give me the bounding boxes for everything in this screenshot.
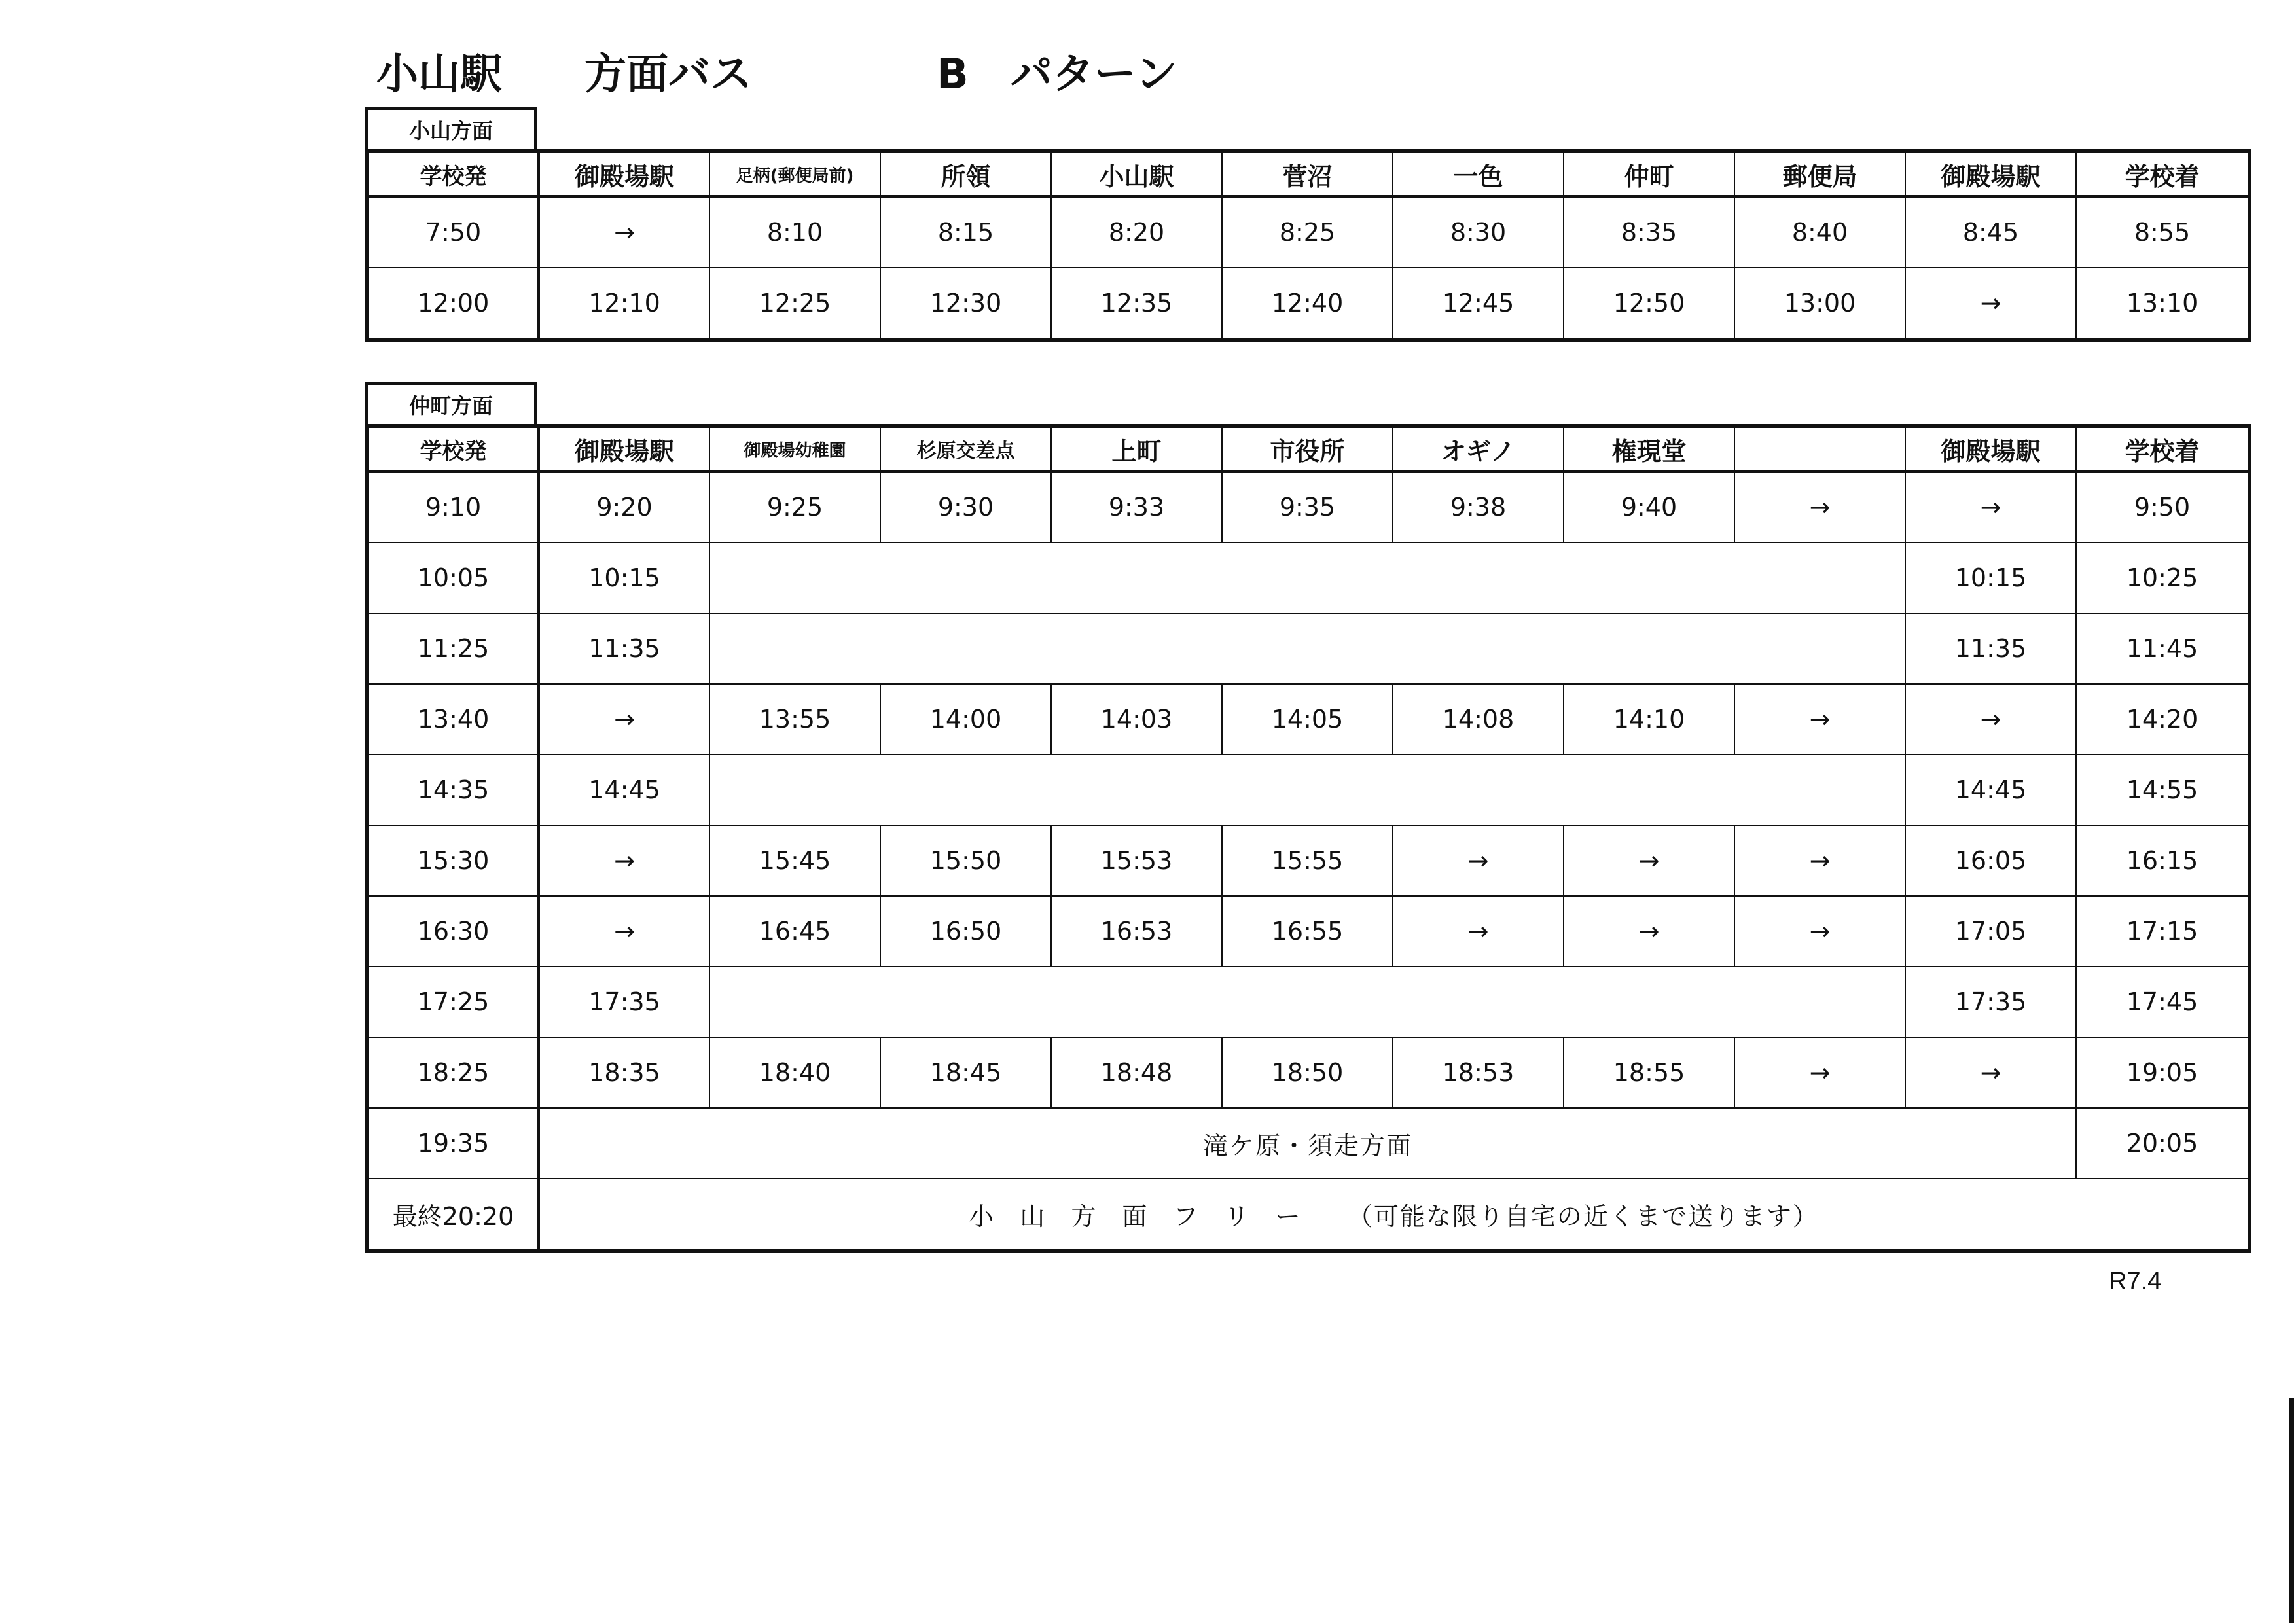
- scan-edge-mark: [2289, 1398, 2294, 1623]
- nakamachi-tab: 仲町方面: [365, 382, 537, 424]
- time-cell: 9:10: [367, 471, 539, 543]
- time-cell: 10:25: [2076, 543, 2250, 613]
- time-cell: 17:35: [1905, 967, 2076, 1037]
- header-cell: 学校発: [367, 151, 539, 196]
- time-cell: 11:25: [367, 613, 539, 684]
- time-cell: →: [1734, 896, 1905, 967]
- time-cell: 18:45: [880, 1037, 1051, 1108]
- time-cell: 17:05: [1905, 896, 2076, 967]
- time-cell: 8:20: [1051, 196, 1222, 268]
- merged-blank-cell: [709, 967, 1905, 1037]
- time-cell: 9:30: [880, 471, 1051, 543]
- time-cell: 18:35: [539, 1037, 709, 1108]
- time-cell: →: [1734, 1037, 1905, 1108]
- header-cell: 所領: [880, 151, 1051, 196]
- time-cell: 19:05: [2076, 1037, 2250, 1108]
- free-area-detail: （可能な限り自宅の近くまで送ります）: [1347, 1202, 1819, 1231]
- time-cell: 18:50: [1222, 1037, 1393, 1108]
- last-bus-time: 最終20:20: [367, 1179, 539, 1251]
- header-cell: 菅沼: [1222, 151, 1393, 196]
- merged-blank-cell: [709, 755, 1905, 825]
- table-row: [367, 825, 2250, 896]
- nakamachi-header-row: [367, 426, 2250, 471]
- header-cell: 御殿場駅: [1905, 151, 2076, 196]
- header-cell: オギノ: [1393, 426, 1564, 471]
- time-cell: 8:25: [1222, 196, 1393, 268]
- time-cell: →: [1734, 471, 1905, 543]
- header-cell: 御殿場幼稚園: [709, 426, 880, 471]
- time-cell: 10:05: [367, 543, 539, 613]
- table-row: [367, 543, 2250, 613]
- time-cell: 9:38: [1393, 471, 1564, 543]
- time-cell: 15:55: [1222, 825, 1393, 896]
- time-cell: 11:45: [2076, 613, 2250, 684]
- time-cell: →: [539, 825, 709, 896]
- time-cell: 14:45: [539, 755, 709, 825]
- time-cell: 16:45: [709, 896, 880, 967]
- time-cell: 12:35: [1051, 268, 1222, 340]
- header-cell: 学校着: [2076, 426, 2250, 471]
- header-cell: 足柄(郵便局前): [709, 151, 880, 196]
- time-cell: 14:20: [2076, 684, 2250, 755]
- time-cell: 17:45: [2076, 967, 2250, 1037]
- time-cell: 8:10: [709, 196, 880, 268]
- time-cell: 18:25: [367, 1037, 539, 1108]
- time-cell: 15:45: [709, 825, 880, 896]
- time-cell: 18:40: [709, 1037, 880, 1108]
- time-cell: 14:10: [1564, 684, 1734, 755]
- time-cell: 8:15: [880, 196, 1051, 268]
- header-cell: 上町: [1051, 426, 1222, 471]
- time-cell: 10:15: [1905, 543, 2076, 613]
- oyama-tab: 小山方面: [365, 107, 537, 149]
- table-row: [367, 613, 2250, 684]
- time-cell: →: [1734, 684, 1905, 755]
- route-note: 滝ケ原・須走方面: [539, 1108, 2076, 1179]
- time-cell: 9:20: [539, 471, 709, 543]
- time-cell: 12:10: [539, 268, 709, 340]
- header-cell: 学校発: [367, 426, 539, 471]
- table-row: [367, 684, 2250, 755]
- time-cell: 13:40: [367, 684, 539, 755]
- time-cell: 17:15: [2076, 896, 2250, 967]
- time-cell: 13:10: [2076, 268, 2250, 340]
- table-row: [367, 196, 2250, 268]
- time-cell: →: [539, 196, 709, 268]
- time-cell: 8:45: [1905, 196, 2076, 268]
- time-cell: 16:50: [880, 896, 1051, 967]
- time-cell: 16:53: [1051, 896, 1222, 967]
- time-cell: 17:35: [539, 967, 709, 1037]
- time-cell: 15:30: [367, 825, 539, 896]
- header-cell: 権現堂: [1564, 426, 1734, 471]
- header-cell: 杉原交差点: [880, 426, 1051, 471]
- merged-blank-cell: [709, 613, 1905, 684]
- time-cell: →: [1734, 825, 1905, 896]
- time-cell: →: [1393, 896, 1564, 967]
- time-cell: 15:53: [1051, 825, 1222, 896]
- time-cell: 8:35: [1564, 196, 1734, 268]
- time-cell: 8:40: [1734, 196, 1905, 268]
- time-cell: →: [1564, 825, 1734, 896]
- last-bus-note: [539, 1179, 2250, 1251]
- header-cell: 仲町: [1564, 151, 1734, 196]
- time-cell: →: [539, 896, 709, 967]
- header-cell: 小山駅: [1051, 151, 1222, 196]
- time-cell: →: [539, 684, 709, 755]
- table-row: [367, 755, 2250, 825]
- time-cell: 12:50: [1564, 268, 1734, 340]
- time-cell: →: [1905, 1037, 2076, 1108]
- free-area-label: 小 山 方 面 フ リ ー: [969, 1202, 1310, 1231]
- time-cell: →: [1905, 471, 2076, 543]
- time-cell: 12:45: [1393, 268, 1564, 340]
- time-cell: 16:15: [2076, 825, 2250, 896]
- time-cell: 9:35: [1222, 471, 1393, 543]
- merged-blank-cell: [709, 543, 1905, 613]
- time-cell: →: [1393, 825, 1564, 896]
- table-row: [367, 896, 2250, 967]
- header-cell: 御殿場駅: [539, 151, 709, 196]
- table-row: [367, 268, 2250, 340]
- time-cell: 14:03: [1051, 684, 1222, 755]
- time-cell: 10:15: [539, 543, 709, 613]
- time-cell: 11:35: [539, 613, 709, 684]
- last-bus-row: [367, 1179, 2250, 1251]
- time-cell: 9:50: [2076, 471, 2250, 543]
- revision-label: R7.4: [2109, 1268, 2162, 1295]
- time-cell: 18:53: [1393, 1037, 1564, 1108]
- table-row: [367, 1037, 2250, 1108]
- time-cell: 17:25: [367, 967, 539, 1037]
- time-cell: 8:55: [2076, 196, 2250, 268]
- time-cell: 16:30: [367, 896, 539, 967]
- oyama-timetable: [365, 149, 2251, 342]
- time-cell: 13:55: [709, 684, 880, 755]
- title-pattern: B パターン: [937, 50, 1177, 99]
- table-row: [367, 967, 2250, 1037]
- time-cell: 9:33: [1051, 471, 1222, 543]
- time-cell: 16:55: [1222, 896, 1393, 967]
- time-cell: 12:25: [709, 268, 880, 340]
- header-cell: 学校着: [2076, 151, 2250, 196]
- time-cell: 14:45: [1905, 755, 2076, 825]
- time-cell: →: [1564, 896, 1734, 967]
- header-cell: 御殿場駅: [1905, 426, 2076, 471]
- header-cell: 御殿場駅: [539, 426, 709, 471]
- time-cell: 18:55: [1564, 1037, 1734, 1108]
- time-cell: 12:00: [367, 268, 539, 340]
- time-cell: 18:48: [1051, 1037, 1222, 1108]
- time-cell: 19:35: [367, 1108, 539, 1179]
- header-cell: 郵便局: [1734, 151, 1905, 196]
- time-cell: 11:35: [1905, 613, 2076, 684]
- time-cell: 16:05: [1905, 825, 2076, 896]
- route-row: [367, 1108, 2250, 1179]
- time-cell: 14:08: [1393, 684, 1564, 755]
- time-cell: 13:00: [1734, 268, 1905, 340]
- time-cell: 9:40: [1564, 471, 1734, 543]
- header-cell: 一色: [1393, 151, 1564, 196]
- time-cell: 14:35: [367, 755, 539, 825]
- header-cell: 市役所: [1222, 426, 1393, 471]
- time-cell: 9:25: [709, 471, 880, 543]
- time-cell: 12:30: [880, 268, 1051, 340]
- time-cell: →: [1905, 684, 2076, 755]
- time-cell: 8:30: [1393, 196, 1564, 268]
- time-cell: 14:05: [1222, 684, 1393, 755]
- time-cell: 12:40: [1222, 268, 1393, 340]
- header-cell-blank: [1734, 426, 1905, 471]
- time-cell: →: [1905, 268, 2076, 340]
- time-cell: 20:05: [2076, 1108, 2250, 1179]
- time-cell: 14:00: [880, 684, 1051, 755]
- table-row: [367, 471, 2250, 543]
- title-station: 小山駅: [376, 50, 502, 99]
- time-cell: 14:55: [2076, 755, 2250, 825]
- nakamachi-timetable: [365, 424, 2251, 1253]
- oyama-header-row: [367, 151, 2250, 196]
- time-cell: 7:50: [367, 196, 539, 268]
- time-cell: 15:50: [880, 825, 1051, 896]
- title-bus: 方面バス: [584, 50, 752, 99]
